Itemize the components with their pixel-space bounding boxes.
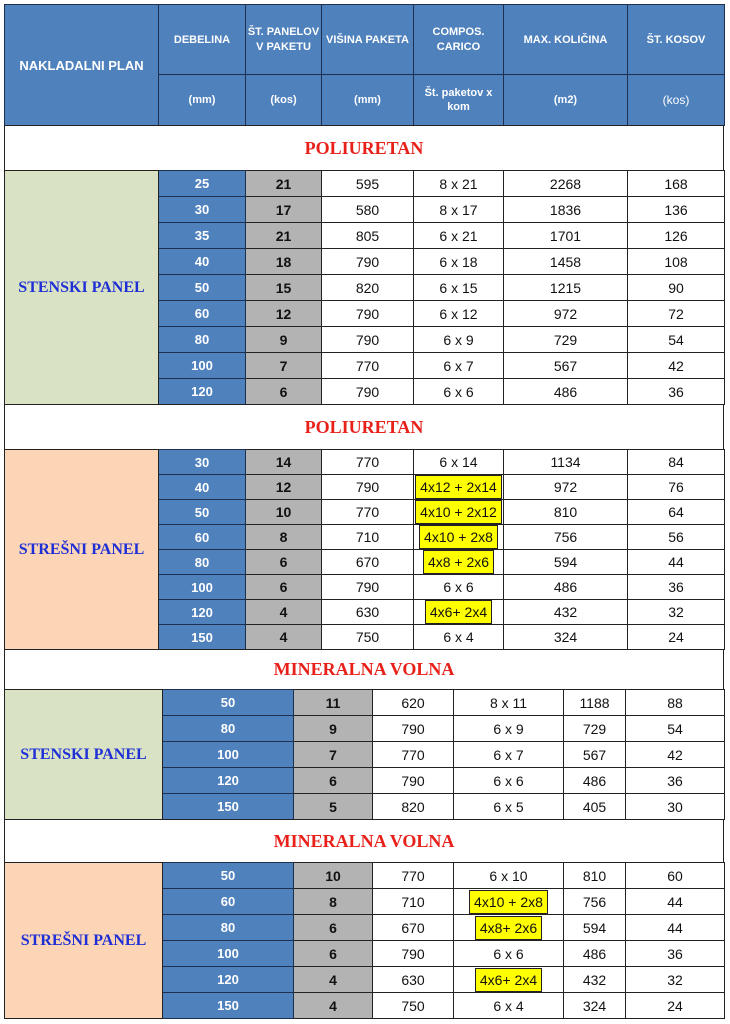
- cell-pieces: 72: [628, 301, 725, 327]
- highlighted-compos: 4x12 + 2x14: [415, 475, 502, 499]
- cell-height: 790: [322, 327, 414, 353]
- highlighted-compos: 4x6+ 2x4: [475, 968, 542, 992]
- panel-type-label: STENSKI PANEL: [5, 171, 159, 405]
- highlighted-compos: 4x10 + 2x12: [415, 500, 502, 524]
- cell-height: 630: [322, 600, 414, 625]
- cell-height: 710: [373, 889, 454, 915]
- column-header-compos: COMPOS. CARICO: [414, 5, 504, 75]
- cell-compos: [454, 915, 564, 941]
- cell-qty: 567: [564, 742, 626, 768]
- cell-compos: [414, 550, 504, 575]
- cell-height: 790: [373, 716, 454, 742]
- cell-height: 580: [322, 197, 414, 223]
- cell-debelina: 30: [159, 197, 246, 223]
- cell-qty: 810: [564, 863, 626, 889]
- cell-pieces: 24: [628, 625, 725, 650]
- cell-panels: 6: [246, 550, 322, 575]
- column-header-debelina: DEBELINA: [159, 5, 246, 75]
- cell-pieces: 42: [628, 353, 725, 379]
- cell-debelina: 35: [159, 223, 246, 249]
- table-row: [5, 863, 725, 889]
- cell-panels: 8: [246, 525, 322, 550]
- cell-debelina: 50: [159, 275, 246, 301]
- cell-panels: 17: [246, 197, 322, 223]
- cell-qty: 1458: [504, 249, 628, 275]
- cell-panels: 6: [294, 768, 373, 794]
- cell-qty: 1134: [504, 450, 628, 475]
- cell-height: 770: [322, 450, 414, 475]
- cell-panels: 12: [246, 301, 322, 327]
- column-header-height: VIŠINA PAKETA: [322, 5, 414, 75]
- cell-pieces: 44: [626, 889, 725, 915]
- cell-compos: 6 x 21: [414, 223, 504, 249]
- cell-debelina: 100: [159, 353, 246, 379]
- cell-pieces: 136: [628, 197, 725, 223]
- panel-type-label: STENSKI PANEL: [5, 690, 163, 820]
- cell-height: 820: [373, 794, 454, 820]
- cell-qty: 432: [504, 600, 628, 625]
- cell-panels: 14: [246, 450, 322, 475]
- unit-panels: (kos): [246, 75, 322, 126]
- cell-debelina: 120: [159, 600, 246, 625]
- cell-qty: 756: [564, 889, 626, 915]
- cell-qty: 729: [564, 716, 626, 742]
- cell-debelina: 120: [163, 768, 294, 794]
- section-title-mineral-roof: MINERALNA VOLNA: [5, 820, 724, 863]
- cell-panels: 9: [294, 716, 373, 742]
- cell-panels: 15: [246, 275, 322, 301]
- section-title-poliuretan-roof: POLIURETAN: [5, 405, 724, 450]
- cell-pieces: 60: [626, 863, 725, 889]
- cell-height: 805: [322, 223, 414, 249]
- unit-compos: Št. paketov x kom: [414, 75, 504, 126]
- cell-pieces: 84: [628, 450, 725, 475]
- cell-height: 770: [322, 500, 414, 525]
- cell-panels: 21: [246, 223, 322, 249]
- cell-debelina: 25: [159, 171, 246, 197]
- cell-height: 790: [322, 249, 414, 275]
- cell-debelina: 60: [159, 525, 246, 550]
- highlighted-compos: 4x8+ 2x6: [475, 916, 542, 940]
- cell-debelina: 50: [163, 863, 294, 889]
- panel-type-label: STREŠNI PANEL: [5, 450, 159, 650]
- cell-height: 770: [373, 742, 454, 768]
- section-poliuretan-roof: [4, 449, 725, 650]
- highlighted-compos: 4x8 + 2x6: [423, 550, 494, 574]
- cell-compos: 6 x 4: [454, 993, 564, 1019]
- column-header-max-qty: MAX. KOLIČINA: [504, 5, 628, 75]
- cell-panels: 21: [246, 171, 322, 197]
- cell-pieces: 30: [626, 794, 725, 820]
- cell-pieces: 44: [628, 550, 725, 575]
- cell-debelina: 80: [163, 716, 294, 742]
- cell-qty: 972: [504, 475, 628, 500]
- section-title-poliuretan-wall: POLIURETAN: [5, 126, 724, 171]
- table-header: [4, 4, 724, 126]
- cell-pieces: 42: [626, 742, 725, 768]
- panel-type-label: STREŠNI PANEL: [5, 863, 163, 1019]
- cell-qty: 729: [504, 327, 628, 353]
- cell-qty: 594: [564, 915, 626, 941]
- cell-panels: 18: [246, 249, 322, 275]
- column-header-pieces: ŠT. KOSOV: [628, 5, 725, 75]
- cell-qty: 972: [504, 301, 628, 327]
- cell-panels: 5: [294, 794, 373, 820]
- unit-max-qty: (m2): [504, 75, 628, 126]
- cell-height: 630: [373, 967, 454, 993]
- cell-pieces: 32: [626, 967, 725, 993]
- cell-debelina: 50: [163, 690, 294, 716]
- cell-qty: 756: [504, 525, 628, 550]
- cell-pieces: 64: [628, 500, 725, 525]
- cell-height: 770: [373, 863, 454, 889]
- cell-compos: [414, 475, 504, 500]
- unit-pieces: (kos): [628, 75, 725, 126]
- cell-qty: 1215: [504, 275, 628, 301]
- cell-compos: 6 x 7: [414, 353, 504, 379]
- cell-debelina: 150: [163, 993, 294, 1019]
- highlighted-compos: 4x10 + 2x8: [419, 525, 498, 549]
- cell-qty: 324: [504, 625, 628, 650]
- cell-height: 790: [322, 379, 414, 405]
- cell-panels: 8: [294, 889, 373, 915]
- cell-pieces: 90: [628, 275, 725, 301]
- cell-panels: 4: [294, 967, 373, 993]
- cell-debelina: 150: [159, 625, 246, 650]
- cell-compos: [414, 500, 504, 525]
- unit-debelina: (mm): [159, 75, 246, 126]
- cell-debelina: 120: [163, 967, 294, 993]
- cell-height: 790: [373, 768, 454, 794]
- cell-height: 820: [322, 275, 414, 301]
- cell-qty: 1701: [504, 223, 628, 249]
- cell-compos: 6 x 14: [414, 450, 504, 475]
- cell-pieces: 36: [628, 379, 725, 405]
- cell-compos: 6 x 12: [414, 301, 504, 327]
- cell-height: 790: [373, 941, 454, 967]
- cell-qty: 324: [564, 993, 626, 1019]
- cell-qty: 486: [504, 575, 628, 600]
- cell-debelina: 30: [159, 450, 246, 475]
- cell-height: 750: [373, 993, 454, 1019]
- cell-compos: [414, 525, 504, 550]
- highlighted-compos: 4x10 + 2x8: [469, 890, 548, 914]
- cell-qty: 594: [504, 550, 628, 575]
- plan-title: NAKLADALNI PLAN: [5, 5, 159, 126]
- cell-panels: 10: [294, 863, 373, 889]
- cell-panels: 10: [246, 500, 322, 525]
- cell-pieces: 76: [628, 475, 725, 500]
- cell-panels: 6: [246, 575, 322, 600]
- cell-compos: 8 x 17: [414, 197, 504, 223]
- cell-pieces: 168: [628, 171, 725, 197]
- cell-compos: 6 x 10: [454, 863, 564, 889]
- cell-panels: 11: [294, 690, 373, 716]
- cell-compos: 6 x 9: [454, 716, 564, 742]
- cell-debelina: 60: [159, 301, 246, 327]
- cell-compos: 6 x 5: [454, 794, 564, 820]
- highlighted-compos: 4x6+ 2x4: [425, 600, 492, 624]
- cell-compos: 6 x 15: [414, 275, 504, 301]
- cell-pieces: 88: [626, 690, 725, 716]
- cell-height: 790: [322, 575, 414, 600]
- cell-compos: [454, 967, 564, 993]
- cell-debelina: 100: [163, 742, 294, 768]
- cell-panels: 4: [246, 625, 322, 650]
- cell-height: 790: [322, 475, 414, 500]
- cell-panels: 4: [294, 993, 373, 1019]
- cell-panels: 6: [294, 915, 373, 941]
- cell-compos: 6 x 18: [414, 249, 504, 275]
- cell-panels: 6: [246, 379, 322, 405]
- table-row: [5, 171, 725, 197]
- cell-debelina: 80: [163, 915, 294, 941]
- cell-panels: 4: [246, 600, 322, 625]
- cell-compos: [414, 600, 504, 625]
- section-mineral-roof: [4, 862, 725, 1019]
- cell-pieces: 56: [628, 525, 725, 550]
- cell-qty: 567: [504, 353, 628, 379]
- cell-qty: 486: [564, 768, 626, 794]
- cell-debelina: 50: [159, 500, 246, 525]
- cell-debelina: 120: [159, 379, 246, 405]
- cell-compos: 6 x 6: [454, 941, 564, 967]
- table-row: [5, 450, 725, 475]
- section-poliuretan-wall: [4, 170, 725, 405]
- cell-qty: 1836: [504, 197, 628, 223]
- cell-height: 670: [322, 550, 414, 575]
- cell-compos: 6 x 6: [414, 575, 504, 600]
- cell-debelina: 100: [163, 941, 294, 967]
- cell-pieces: 36: [626, 768, 725, 794]
- cell-qty: 432: [564, 967, 626, 993]
- cell-height: 750: [322, 625, 414, 650]
- table-row: [5, 690, 725, 716]
- loading-plan-sheet: [4, 4, 724, 1020]
- cell-height: 620: [373, 690, 454, 716]
- column-header-panels: ŠT. PANELOV V PAKETU: [246, 5, 322, 75]
- cell-pieces: 126: [628, 223, 725, 249]
- cell-panels: 12: [246, 475, 322, 500]
- cell-qty: 486: [504, 379, 628, 405]
- cell-compos: 6 x 7: [454, 742, 564, 768]
- section-mineral-wall: [4, 689, 725, 820]
- cell-height: 710: [322, 525, 414, 550]
- cell-pieces: 108: [628, 249, 725, 275]
- cell-qty: 405: [564, 794, 626, 820]
- cell-compos: 6 x 6: [414, 379, 504, 405]
- cell-compos: 8 x 21: [414, 171, 504, 197]
- cell-compos: 6 x 4: [414, 625, 504, 650]
- cell-panels: 7: [294, 742, 373, 768]
- cell-debelina: 40: [159, 475, 246, 500]
- cell-debelina: 100: [159, 575, 246, 600]
- cell-debelina: 150: [163, 794, 294, 820]
- cell-height: 595: [322, 171, 414, 197]
- cell-debelina: 60: [163, 889, 294, 915]
- section-title-mineral-wall: MINERALNA VOLNA: [5, 650, 724, 690]
- cell-compos: 6 x 9: [414, 327, 504, 353]
- cell-panels: 6: [294, 941, 373, 967]
- unit-height: (mm): [322, 75, 414, 126]
- cell-qty: 810: [504, 500, 628, 525]
- cell-qty: 1188: [564, 690, 626, 716]
- cell-panels: 9: [246, 327, 322, 353]
- cell-pieces: 36: [628, 575, 725, 600]
- cell-debelina: 80: [159, 550, 246, 575]
- cell-compos: [454, 889, 564, 915]
- cell-qty: 2268: [504, 171, 628, 197]
- cell-height: 790: [322, 301, 414, 327]
- cell-height: 670: [373, 915, 454, 941]
- cell-pieces: 32: [628, 600, 725, 625]
- cell-panels: 7: [246, 353, 322, 379]
- cell-pieces: 44: [626, 915, 725, 941]
- cell-compos: 6 x 6: [454, 768, 564, 794]
- cell-pieces: 36: [626, 941, 725, 967]
- cell-compos: 8 x 11: [454, 690, 564, 716]
- cell-pieces: 54: [628, 327, 725, 353]
- cell-debelina: 40: [159, 249, 246, 275]
- cell-debelina: 80: [159, 327, 246, 353]
- cell-qty: 486: [564, 941, 626, 967]
- cell-pieces: 54: [626, 716, 725, 742]
- cell-pieces: 24: [626, 993, 725, 1019]
- cell-height: 770: [322, 353, 414, 379]
